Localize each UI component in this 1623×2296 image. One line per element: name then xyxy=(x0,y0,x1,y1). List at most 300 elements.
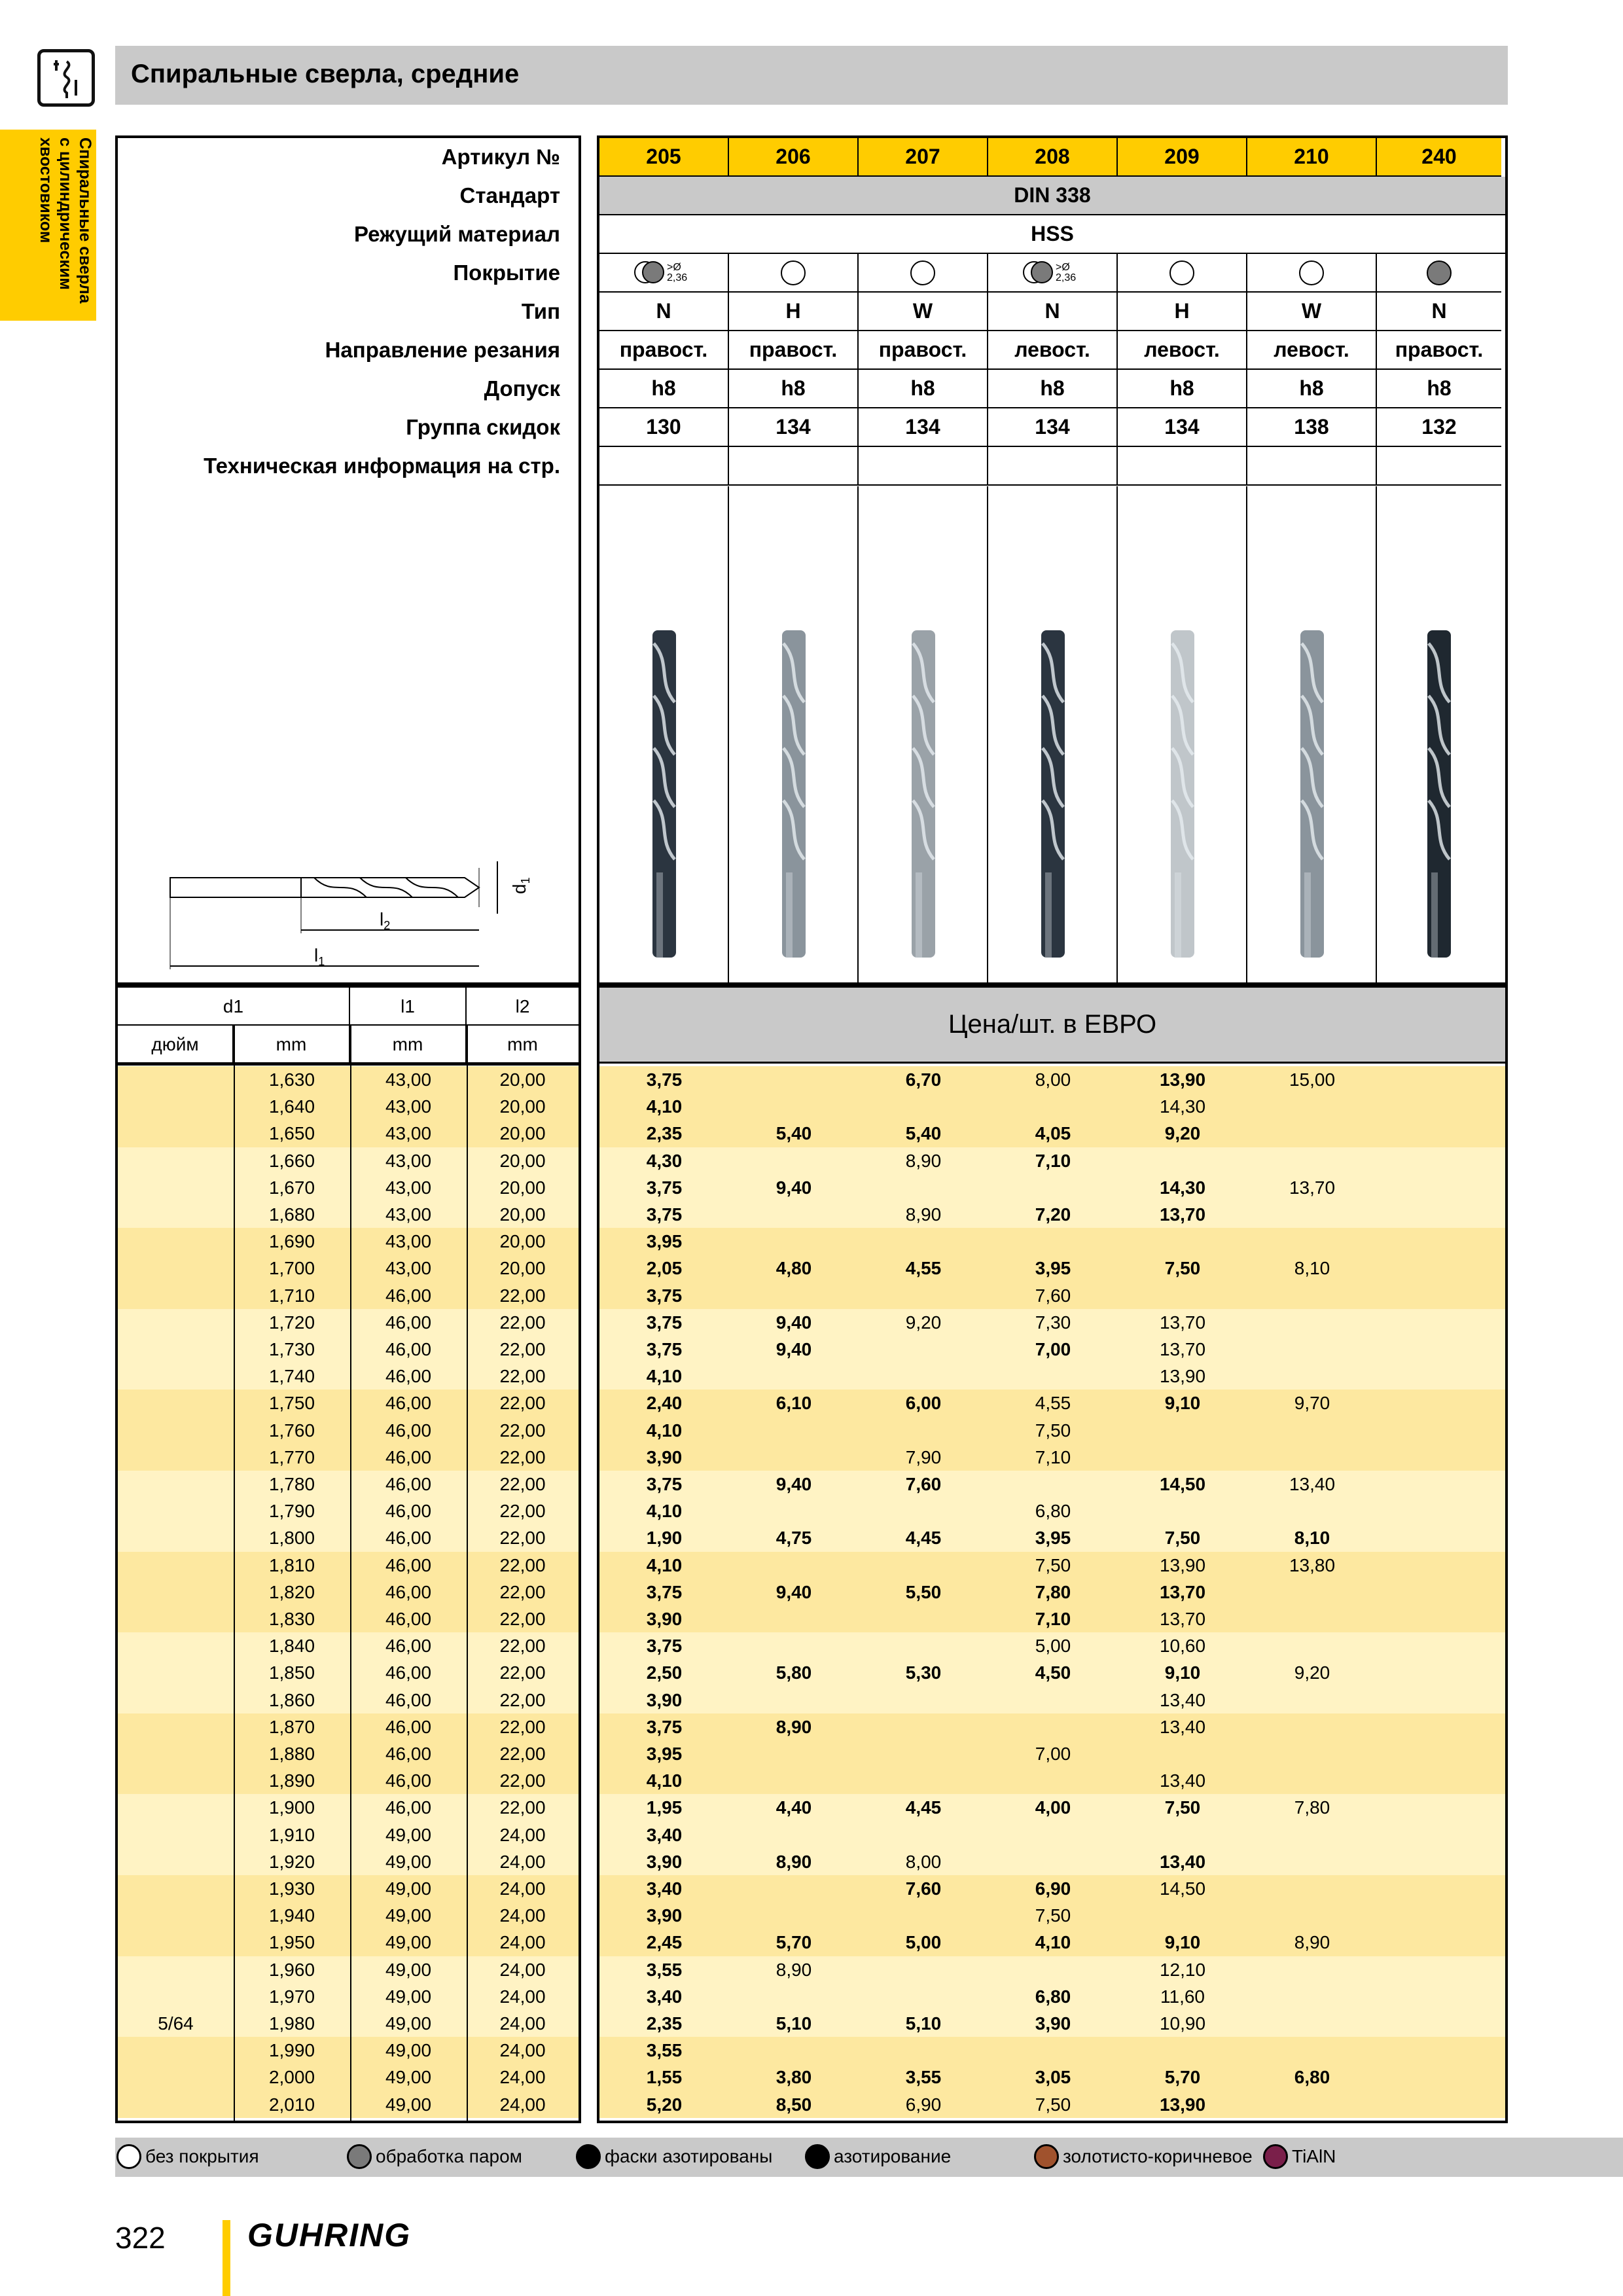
cell-d: 1,810 xyxy=(268,1554,315,1575)
drill-image-240 xyxy=(1377,486,1501,985)
price-cell-240 xyxy=(1377,1579,1507,1605)
price-cell-205: 3,95 xyxy=(646,1744,683,1764)
price-cell-210 xyxy=(1247,1875,1377,1902)
price-cell-210 xyxy=(1247,1228,1377,1255)
diagram-l2-label: l xyxy=(380,909,384,929)
price-cell-240 xyxy=(1377,1066,1507,1093)
cell-d: 1,750 xyxy=(268,1393,315,1414)
article-210: 210 xyxy=(1247,138,1377,177)
price-cell-206: 6,10 xyxy=(776,1393,812,1414)
price-cell-205: 3,90 xyxy=(646,1851,683,1872)
price-cell-210 xyxy=(1247,1848,1377,1875)
price-cell-209 xyxy=(1118,1147,1247,1174)
drill-image-209 xyxy=(1118,486,1247,985)
discount-cell: 134 xyxy=(729,408,859,447)
partial-steam-icon xyxy=(1023,260,1053,286)
cell-l2: 22,00 xyxy=(499,1501,546,1522)
diagram-l1-label: l xyxy=(314,945,319,965)
price-cell-207: 8,00 xyxy=(905,1851,942,1872)
direction-cell: правост. xyxy=(859,331,988,370)
type-cell: N xyxy=(599,293,729,331)
price-cell-206 xyxy=(729,2037,859,2064)
coating-cell xyxy=(599,254,729,293)
column-divider xyxy=(350,1026,351,2123)
price-cell-240 xyxy=(1377,1875,1507,1902)
price-cell-206: 5,10 xyxy=(776,2013,812,2034)
type-cell: W xyxy=(1247,293,1377,331)
cell-inch xyxy=(118,1659,234,1686)
cell-l1: 46,00 xyxy=(385,1770,432,1791)
price-cell-210 xyxy=(1247,1309,1377,1336)
price-cell-240 xyxy=(1377,1390,1507,1416)
legend-item xyxy=(805,2144,951,2169)
tialn-icon xyxy=(1263,2144,1288,2169)
cell-d: 1,900 xyxy=(268,1797,315,1818)
page-title: Спиральные сверла, средние xyxy=(131,60,520,88)
price-cell-240 xyxy=(1377,1524,1507,1551)
diagram-d1-sub: 1 xyxy=(519,877,532,884)
price-cell-207: 4,45 xyxy=(905,1797,942,1818)
cell-d: 1,740 xyxy=(268,1366,315,1387)
article-209: 209 xyxy=(1118,138,1247,177)
cell-inch xyxy=(118,1471,234,1498)
price-cell-208: 7,00 xyxy=(1035,1339,1071,1359)
price-cell-205: 3,90 xyxy=(646,1446,683,1467)
dims-header-l2: l2 xyxy=(467,988,579,1026)
price-cell-208: 7,30 xyxy=(1035,1312,1071,1333)
price-cell-207 xyxy=(859,1417,988,1444)
dims-header-mm-l2: mm xyxy=(467,1026,579,1064)
price-cell-240 xyxy=(1377,1848,1507,1875)
price-cell-208: 4,00 xyxy=(1035,1797,1071,1818)
cell-d: 1,670 xyxy=(268,1177,315,1198)
price-cell-240 xyxy=(1377,1093,1507,1120)
price-cell-209: 9,10 xyxy=(1164,1662,1201,1683)
price-cell-209: 10,90 xyxy=(1159,2013,1206,2034)
techinfo-cell xyxy=(1377,447,1501,486)
cell-l1: 46,00 xyxy=(385,1366,432,1387)
cell-inch xyxy=(118,1579,234,1605)
cell-l2: 24,00 xyxy=(499,1851,546,1872)
side-section-label: Спиральные сверла с цилиндрическим хвостовиком xyxy=(37,137,94,304)
cell-inch xyxy=(118,1956,234,1983)
coating-cell xyxy=(1377,254,1501,293)
diagram-l1-sub: 1 xyxy=(318,955,325,968)
cell-l2: 22,00 xyxy=(499,1339,546,1359)
price-cell-210: 7,80 xyxy=(1294,1797,1330,1818)
price-cell-210: 8,10 xyxy=(1294,1258,1330,1279)
price-cell-206: 4,75 xyxy=(776,1528,812,1549)
price-panel xyxy=(597,985,1508,2123)
price-cell-205: 1,90 xyxy=(646,1528,683,1549)
cell-inch xyxy=(118,2091,234,2118)
price-cell-210: 13,80 xyxy=(1289,1554,1336,1575)
price-cell-207 xyxy=(859,1632,988,1659)
price-cell-240 xyxy=(1377,1309,1507,1336)
type-cell: N xyxy=(988,293,1118,331)
cell-l1: 46,00 xyxy=(385,1312,432,1333)
price-cell-208: 7,00 xyxy=(1035,1744,1071,1764)
price-cell-209: 13,40 xyxy=(1159,1689,1206,1710)
cell-l1: 46,00 xyxy=(385,1662,432,1683)
price-cell-208: 7,50 xyxy=(1035,1420,1071,1441)
price-cell-206: 5,70 xyxy=(776,1932,812,1953)
price-cell-205: 2,45 xyxy=(646,1932,683,1953)
cell-inch xyxy=(118,1821,234,1848)
price-cell-208 xyxy=(988,1174,1118,1201)
article-205: 205 xyxy=(599,138,729,177)
cell-inch xyxy=(118,1201,234,1228)
drill-image-210 xyxy=(1247,486,1377,985)
price-cell-205: 3,55 xyxy=(646,2040,683,2061)
price-cell-240 xyxy=(1377,1174,1507,1201)
nitrided-chamfer-icon xyxy=(576,2144,601,2169)
cell-l2: 20,00 xyxy=(499,1177,546,1198)
price-cell-207 xyxy=(859,1713,988,1740)
techinfo-cell xyxy=(1247,447,1377,486)
uncoated-icon xyxy=(910,260,935,285)
uncoated-icon xyxy=(781,260,806,285)
price-cell-209: 13,40 xyxy=(1159,1770,1206,1791)
price-cell-240 xyxy=(1377,1659,1507,1686)
price-cell-209: 13,40 xyxy=(1159,1851,1206,1872)
cell-l2: 22,00 xyxy=(499,1366,546,1387)
cell-inch xyxy=(118,1228,234,1255)
price-cell-207 xyxy=(859,1902,988,1929)
price-cell-205: 3,75 xyxy=(646,1636,683,1657)
price-cell-208 xyxy=(988,1687,1118,1713)
price-cell-208: 7,80 xyxy=(1035,1581,1071,1602)
price-cell-210 xyxy=(1247,1902,1377,1929)
price-cell-208: 4,55 xyxy=(1035,1393,1071,1414)
price-cell-209: 13,70 xyxy=(1159,1339,1206,1359)
cell-d: 1,700 xyxy=(268,1258,315,1279)
price-cell-207: 4,45 xyxy=(905,1528,942,1549)
cell-d: 1,880 xyxy=(268,1744,315,1764)
tolerance-cell: h8 xyxy=(1247,370,1377,408)
price-cell-208: 7,50 xyxy=(1035,2094,1071,2115)
price-cell-206 xyxy=(729,1740,859,1767)
price-cell-240 xyxy=(1377,1552,1507,1579)
price-cell-240 xyxy=(1377,1632,1507,1659)
price-cell-209: 7,50 xyxy=(1164,1528,1201,1549)
price-cell-240 xyxy=(1377,1228,1507,1255)
price-cell-209 xyxy=(1118,1902,1247,1929)
article-240: 240 xyxy=(1377,138,1501,177)
price-cell-208 xyxy=(988,1228,1118,1255)
price-cell-205: 3,95 xyxy=(646,1231,683,1252)
type-cell: H xyxy=(1118,293,1247,331)
cell-d: 1,780 xyxy=(268,1474,315,1494)
price-cell-209: 5,70 xyxy=(1164,2067,1201,2088)
price-cell-208: 7,10 xyxy=(1035,1150,1071,1171)
price-cell-206 xyxy=(729,1552,859,1579)
price-cell-208 xyxy=(988,1767,1118,1794)
price-cell-205: 3,75 xyxy=(646,1177,683,1198)
price-cell-208: 6,80 xyxy=(1035,1986,1071,2007)
price-cell-207 xyxy=(859,1093,988,1120)
cell-d: 1,630 xyxy=(268,1069,315,1090)
price-cell-210 xyxy=(1247,2037,1377,2064)
cell-l1: 46,00 xyxy=(385,1446,432,1467)
cell-inch: 5/64 xyxy=(158,2013,194,2034)
cell-l1: 46,00 xyxy=(385,1420,432,1441)
price-cell-210 xyxy=(1247,1740,1377,1767)
cell-l1: 46,00 xyxy=(385,1689,432,1710)
cell-l2: 22,00 xyxy=(499,1744,546,1764)
price-cell-206 xyxy=(729,1767,859,1794)
cell-inch xyxy=(118,2037,234,2064)
price-cell-208 xyxy=(988,1093,1118,1120)
tolerance-cell: h8 xyxy=(859,370,988,408)
cell-inch xyxy=(118,1794,234,1821)
drill-image-205 xyxy=(599,486,729,985)
cell-inch xyxy=(118,1740,234,1767)
price-cell-209: 14,30 xyxy=(1159,1096,1206,1117)
cell-l2: 20,00 xyxy=(499,1096,546,1117)
cell-l1: 49,00 xyxy=(385,1986,432,2007)
cell-l1: 43,00 xyxy=(385,1069,432,1090)
price-cell-206: 9,40 xyxy=(776,1177,812,1198)
cell-l1: 43,00 xyxy=(385,1231,432,1252)
header-divider xyxy=(118,1064,579,1066)
cell-inch xyxy=(118,1363,234,1390)
article-207: 207 xyxy=(859,138,988,177)
price-cell-210 xyxy=(1247,1821,1377,1848)
price-cell-210: 13,40 xyxy=(1289,1474,1336,1494)
price-cell-240 xyxy=(1377,1794,1507,1821)
legend-item xyxy=(347,2144,522,2169)
price-cell-240 xyxy=(1377,1740,1507,1767)
price-cell-208 xyxy=(988,1821,1118,1848)
label-direction: Направление резания xyxy=(325,338,560,362)
cell-l2: 22,00 xyxy=(499,1662,546,1683)
discount-cell: 134 xyxy=(988,408,1118,447)
svg-text:d1 xyxy=(509,877,532,894)
cell-inch xyxy=(118,1282,234,1309)
cell-l1: 49,00 xyxy=(385,1851,432,1872)
price-cell-240 xyxy=(1377,1498,1507,1524)
label-standard: Стандарт xyxy=(459,183,560,207)
legend-label: фаски азотированы xyxy=(605,2146,773,2166)
cell-d: 1,650 xyxy=(268,1123,315,1144)
direction-cell: левост. xyxy=(988,331,1118,370)
price-cell-240 xyxy=(1377,1363,1507,1390)
price-cell-209: 7,50 xyxy=(1164,1258,1201,1279)
price-cell-240 xyxy=(1377,1687,1507,1713)
price-cell-208: 7,50 xyxy=(1035,1554,1071,1575)
dimensions-panel xyxy=(115,985,581,2123)
price-cell-210 xyxy=(1247,1632,1377,1659)
products-panel xyxy=(597,135,1508,985)
price-cell-205: 3,75 xyxy=(646,1339,683,1359)
cell-l2: 22,00 xyxy=(499,1312,546,1333)
label-article: Артикул № xyxy=(441,145,560,169)
price-cell-206: 5,80 xyxy=(776,1662,812,1683)
price-cell-207 xyxy=(859,1228,988,1255)
price-cell-208 xyxy=(988,2037,1118,2064)
standard-value: DIN 338 xyxy=(599,177,1505,215)
price-cell-210: 9,70 xyxy=(1294,1393,1330,1414)
cell-inch xyxy=(118,1309,234,1336)
cell-l1: 46,00 xyxy=(385,1636,432,1657)
price-cell-240 xyxy=(1377,1201,1507,1228)
price-cell-205: 3,75 xyxy=(646,1069,683,1090)
direction-cell: правост. xyxy=(599,331,729,370)
cell-l2: 24,00 xyxy=(499,1824,546,1845)
techinfo-cell xyxy=(988,447,1118,486)
cell-inch xyxy=(118,1875,234,1902)
price-cell-207 xyxy=(859,1282,988,1309)
cell-l1: 49,00 xyxy=(385,2013,432,2034)
price-cell-208 xyxy=(988,1713,1118,1740)
price-cell-210 xyxy=(1247,2010,1377,2037)
cell-d: 1,920 xyxy=(268,1851,315,1872)
cell-inch xyxy=(118,1174,234,1201)
price-cell-207 xyxy=(859,1336,988,1363)
price-cell-205: 3,40 xyxy=(646,1878,683,1899)
price-cell-207 xyxy=(859,2037,988,2064)
price-cell-206 xyxy=(729,1147,859,1174)
price-cell-209 xyxy=(1118,2037,1247,2064)
price-cell-205: 4,10 xyxy=(646,1770,683,1791)
legend-item xyxy=(576,2144,772,2169)
price-cell-207: 8,90 xyxy=(905,1204,942,1225)
price-cell-207 xyxy=(859,1174,988,1201)
type-cell: W xyxy=(859,293,988,331)
tolerance-cell: h8 xyxy=(599,370,729,408)
price-cell-209: 9,10 xyxy=(1164,1932,1201,1953)
cell-l2: 22,00 xyxy=(499,1528,546,1549)
label-coating: Покрытие xyxy=(453,260,560,285)
price-cell-210 xyxy=(1247,1956,1377,1983)
cell-l2: 20,00 xyxy=(499,1150,546,1171)
cell-inch xyxy=(118,1524,234,1551)
price-cell-205: 1,55 xyxy=(646,2067,683,2088)
cell-l2: 22,00 xyxy=(499,1770,546,1791)
price-cell-240 xyxy=(1377,1444,1507,1471)
price-cell-206 xyxy=(729,1687,859,1713)
price-cell-207 xyxy=(859,1605,988,1632)
direction-cell: правост. xyxy=(729,331,859,370)
cell-l1: 43,00 xyxy=(385,1096,432,1117)
tolerance-cell: h8 xyxy=(1118,370,1247,408)
price-cell-206 xyxy=(729,1066,859,1093)
price-cell-205: 3,90 xyxy=(646,1689,683,1710)
coating-cell xyxy=(988,254,1118,293)
price-cell-208: 7,10 xyxy=(1035,1609,1071,1629)
svg-text:l2 xyxy=(380,909,390,932)
price-cell-210: 15,00 xyxy=(1289,1069,1336,1090)
price-cell-209: 10,60 xyxy=(1159,1636,1206,1657)
cell-l2: 24,00 xyxy=(499,1959,546,1980)
price-cell-210: 8,10 xyxy=(1294,1528,1330,1549)
cell-l2: 22,00 xyxy=(499,1581,546,1602)
drill-image-206 xyxy=(729,486,859,985)
price-cell-208: 4,05 xyxy=(1035,1123,1071,1144)
price-cell-207: 7,60 xyxy=(905,1474,942,1494)
cell-l2: 22,00 xyxy=(499,1636,546,1657)
price-cell-205: 2,05 xyxy=(646,1258,683,1279)
price-cell-240 xyxy=(1377,1471,1507,1498)
price-cell-209 xyxy=(1118,1498,1247,1524)
cell-d: 1,680 xyxy=(268,1204,315,1225)
price-cell-205: 2,35 xyxy=(646,1123,683,1144)
price-cell-207: 6,00 xyxy=(905,1393,942,1414)
price-cell-208: 6,90 xyxy=(1035,1878,1071,1899)
drill-dimension-diagram xyxy=(164,855,556,986)
cell-l1: 49,00 xyxy=(385,1824,432,1845)
price-cell-206 xyxy=(729,1417,859,1444)
price-cell-240 xyxy=(1377,1902,1507,1929)
tolerance-cell: h8 xyxy=(988,370,1118,408)
price-cell-207 xyxy=(859,1740,988,1767)
cell-inch xyxy=(118,1093,234,1120)
cell-d: 1,830 xyxy=(268,1609,315,1629)
cell-l2: 24,00 xyxy=(499,2067,546,2088)
cell-l2: 20,00 xyxy=(499,1204,546,1225)
cell-d: 1,930 xyxy=(268,1878,315,1899)
drill-picture xyxy=(1419,630,1459,958)
price-cell-240 xyxy=(1377,1282,1507,1309)
brand-accent-bar xyxy=(223,2220,230,2296)
legend-label: без покрытия xyxy=(145,2146,259,2166)
drill-picture xyxy=(1033,630,1073,958)
price-cell-206: 5,40 xyxy=(776,1123,812,1144)
cell-l2: 22,00 xyxy=(499,1609,546,1629)
price-cell-205: 3,75 xyxy=(646,1474,683,1494)
price-cell-207 xyxy=(859,1956,988,1983)
cell-d: 1,890 xyxy=(268,1770,315,1791)
coating-cell xyxy=(1118,254,1247,293)
steam-treated-icon xyxy=(347,2144,372,2169)
cell-l1: 46,00 xyxy=(385,1744,432,1764)
direction-cell: левост. xyxy=(1247,331,1377,370)
cell-l1: 46,00 xyxy=(385,1285,432,1306)
drill-picture xyxy=(1293,630,1332,958)
price-cell-207 xyxy=(859,1687,988,1713)
price-cell-209: 13,70 xyxy=(1159,1204,1206,1225)
price-cell-208: 7,50 xyxy=(1035,1905,1071,1926)
cell-l1: 46,00 xyxy=(385,1501,432,1522)
price-cell-209: 7,50 xyxy=(1164,1797,1201,1818)
cell-l2: 20,00 xyxy=(499,1258,546,1279)
cell-l2: 24,00 xyxy=(499,1932,546,1953)
price-cell-207: 7,60 xyxy=(905,1878,942,1899)
drill-logo-icon xyxy=(37,49,95,107)
price-cell-206 xyxy=(729,1605,859,1632)
price-cell-206 xyxy=(729,1363,859,1390)
cell-l1: 46,00 xyxy=(385,1339,432,1359)
material-value: HSS xyxy=(599,215,1505,254)
price-cell-205: 3,75 xyxy=(646,1204,683,1225)
discount-cell: 134 xyxy=(1118,408,1247,447)
cell-d: 1,660 xyxy=(268,1150,315,1171)
price-cell-209 xyxy=(1118,1282,1247,1309)
price-cell-240 xyxy=(1377,2064,1507,2090)
price-cell-210 xyxy=(1247,1120,1377,1147)
cell-l1: 49,00 xyxy=(385,1959,432,1980)
price-cell-209 xyxy=(1118,1444,1247,1471)
price-cell-205: 2,50 xyxy=(646,1662,683,1683)
cell-l2: 20,00 xyxy=(499,1123,546,1144)
drill-picture xyxy=(645,630,684,958)
cell-d: 1,640 xyxy=(268,1096,315,1117)
price-cell-210 xyxy=(1247,1363,1377,1390)
tolerance-cell: h8 xyxy=(729,370,859,408)
price-cell-206: 9,40 xyxy=(776,1474,812,1494)
discount-cell: 134 xyxy=(859,408,988,447)
